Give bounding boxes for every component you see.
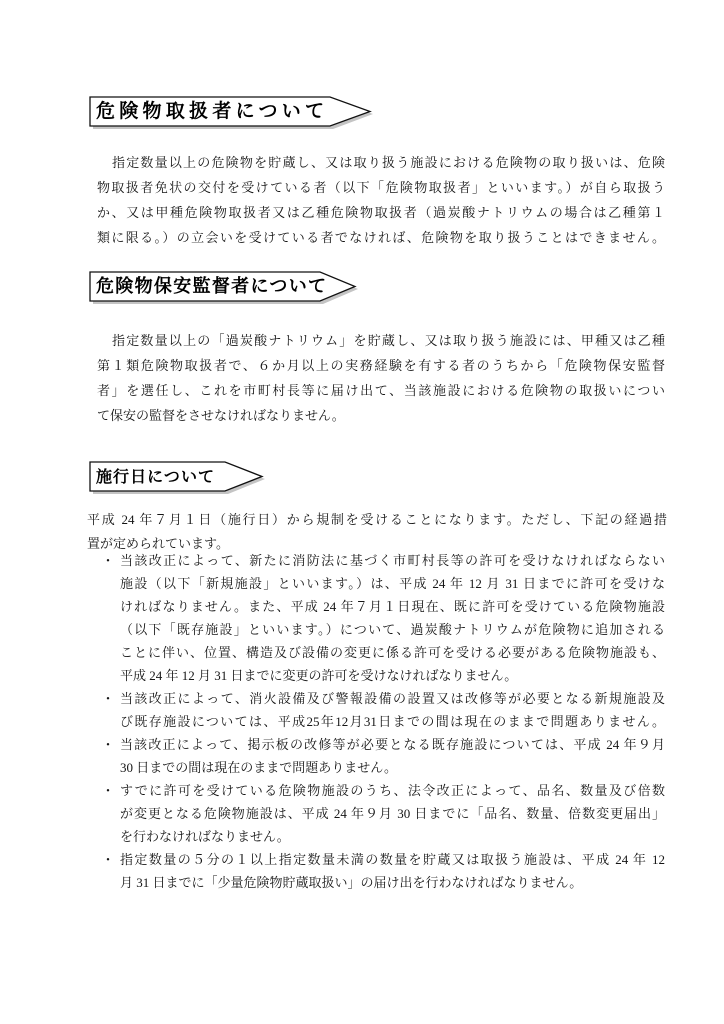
bullet-line: 30 日までの間は現在のままで問題ありません。 [120, 760, 398, 775]
bullet-marker: ・ [101, 852, 115, 867]
list-item [101, 549, 665, 687]
bullet-line: 当該改正によって、消火設備及び警報設備の設置又は改修等が必要となる新規施設及 [120, 691, 665, 706]
paragraph-line: て保安の監督をさせなければなりません。 [97, 408, 345, 423]
paragraph-line: 置が定められています。 [87, 536, 229, 551]
paragraph-line: 者」を選任し、これを市町村長等に届け出て、当該施設における危険物の取扱いについ [97, 383, 665, 398]
paragraph-line: か、又は甲種危険物取扱者又は乙種危険物取扱者（過炭酸ナトリウムの場合は乙種第１ [97, 205, 665, 220]
bullet-line: 施設（以下「新規施設」といいます。）は、平成 24 年 12 月 31 日までに許可を受けな [120, 576, 665, 591]
bullet-line: ことに伴い、位置、構造及び設備の変更に係る許可を受ける必要がある危険物施設も、 [120, 645, 665, 660]
bullet-line: 月 31 日までに「少量危険物貯蔵取扱い」の届け出を行わなければなりません。 [120, 875, 583, 890]
bullet-line: 当該改正によって、新たに消防法に基づく市町村長等の許可を受けなければならない [120, 553, 665, 568]
list-item [101, 733, 665, 779]
list-item [101, 779, 665, 848]
bullet-line: 当該改正によって、掲示板の改修等が必要となる既存施設については、平成 24 年９月 [120, 737, 665, 752]
heading-text: 施行日について [96, 467, 214, 486]
bullet-marker: ・ [101, 737, 115, 752]
paragraph-line: 平成 24 年７月１日（施行日）から規制を受けることになります。ただし、下記の経過措 [87, 512, 667, 527]
heading-text: 危険物保安監督者について [96, 276, 326, 297]
list-item [101, 687, 665, 733]
bullet-marker: ・ [101, 691, 115, 706]
paragraph-safety-supervisor [97, 328, 665, 428]
paragraph-hazmat-handler [97, 150, 665, 250]
paragraph-line: 指定数量以上の危険物を貯蔵し、又は取り扱う施設における危険物の取り扱いは、危険 [112, 155, 665, 170]
bullet-line: 指定数量の５分の１以上指定数量未満の数量を貯蔵又は取扱う施設は、平成 24 年 12 [120, 852, 665, 867]
bullet-line: すでに許可を受けている危険物施設のうち、法令改正によって、品名、数量及び倍数 [120, 783, 665, 798]
section-heading-hazmat-handler [88, 95, 376, 131]
paragraph-line: 指定数量以上の「過炭酸ナトリウム」を貯蔵し、又は取り扱う施設には、甲種又は乙種 [112, 333, 665, 348]
bullet-line: ければなりません。また、平成 24 年７月１日現在、既に許可を受けている危険物施設 [120, 599, 665, 614]
paragraph-line: 類に限る。）の立会いを受けている者でなければ、危険物を取り扱うことはできません。 [97, 230, 665, 245]
bullet-marker: ・ [101, 783, 115, 798]
paragraph-line: 第１類危険物取扱者で、６か月以上の実務経験を有する者のうちから「危険物保安監督 [97, 358, 665, 373]
bullet-line: を行わなければなりません。 [120, 829, 290, 844]
bullet-marker: ・ [101, 553, 115, 568]
heading-text: 危険物取扱者について [96, 100, 324, 122]
bullet-line: （以下「既存施設」といいます。）について、過炭酸ナトリウムが危険物に追加される [120, 622, 665, 637]
paragraph-line: 物取扱者免状の交付を受けている者（以下「危険物取扱者」といいます。）が自ら取扱う [97, 180, 665, 195]
section-heading-effective-date [88, 460, 266, 496]
bullet-line: が変更となる危険物施設は、平成 24 年９月 30 日までに「品名、数量、倍数変更届出」 [120, 806, 665, 821]
bullet-line: び既存施設については、平成25年12月31日までの間は現在のままで問題ありません。 [120, 714, 665, 729]
section-heading-safety-supervisor [88, 270, 360, 306]
bullet-line: 平成 24 年 12 月 31 日までに変更の許可を受けなければなりません。 [120, 668, 518, 683]
list-item [101, 848, 665, 894]
transition-measures-list [101, 549, 665, 894]
